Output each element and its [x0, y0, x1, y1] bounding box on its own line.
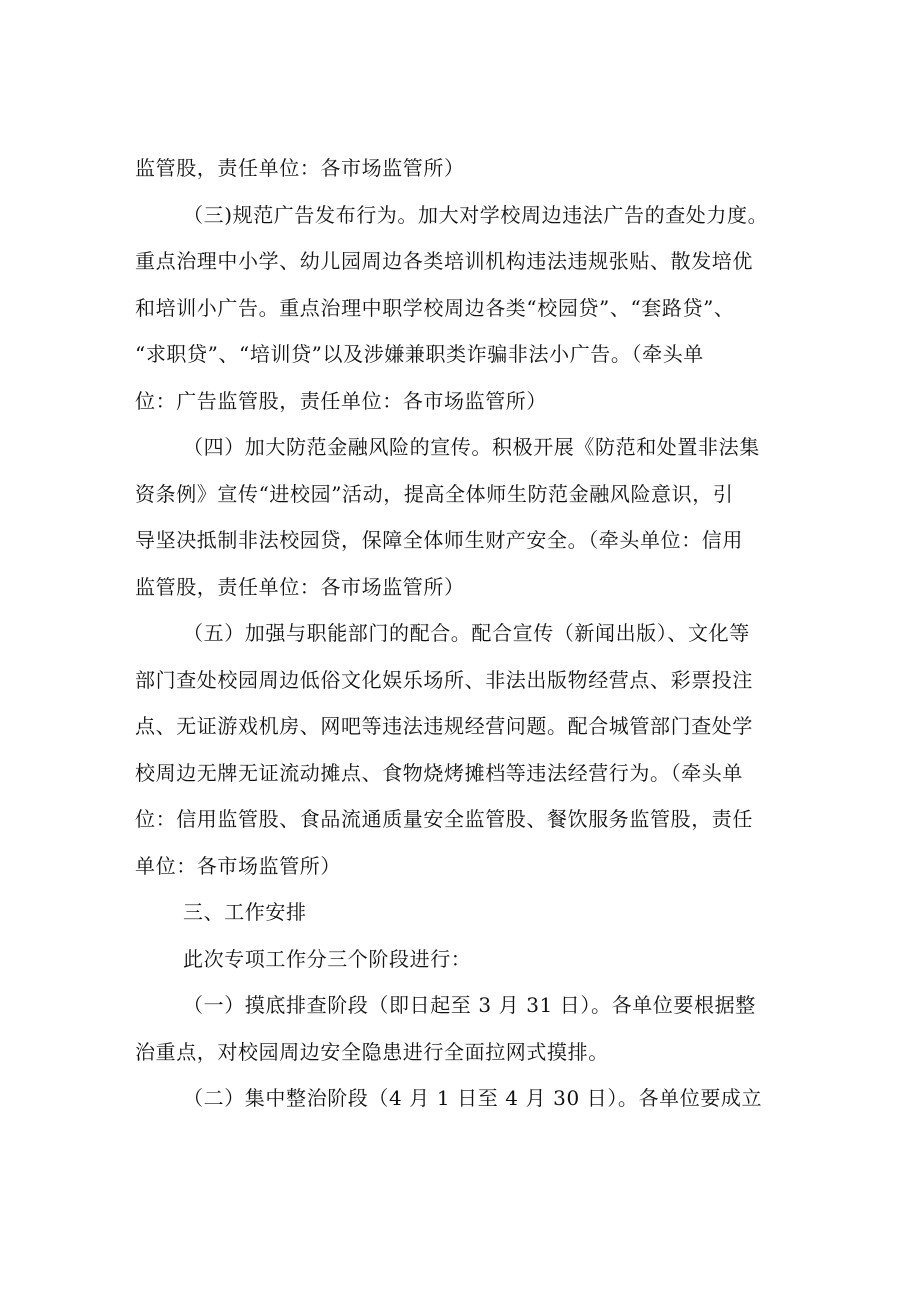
text-line: 单位：各市场监管所）	[135, 853, 341, 878]
text-line: 部门查处校园周边低俗文化娱乐场所、非法出版物经营点、彩票投注	[135, 667, 753, 692]
text-line: 此次专项工作分三个阶段进行：	[183, 946, 472, 971]
text-line: 三、工作安排	[183, 900, 307, 924]
text-line: 位：广告监管股，责任单位：各市场监管所）	[135, 388, 547, 413]
text-line: 资条例》宣传“进校园”活动，提高全体师生防范金融风险意识，引	[135, 481, 734, 506]
document-body	[135, 145, 795, 1122]
text-line: 和培训小广告。重点治理中职学校周边各类“校园贷”、“套路贷”、	[135, 295, 735, 320]
text-line: 导坚决抵制非法校园贷，保障全体师生财产安全。（牵头单位：信用	[135, 528, 743, 552]
text-line: （三)规范广告发布行为。加大对学校周边违法广告的查处力度。	[183, 202, 769, 227]
text-line: （二）集中整治阶段（4 月 1 日至 4 月 30 日）。各单位要成立	[183, 1086, 763, 1110]
text-line: 监管股，责任单位：各市场监管所）	[135, 574, 465, 599]
text-line: 重点治理中小学、幼儿园周边各类培训机构违法违规张贴、散发培优	[135, 249, 753, 273]
text-line: （一）摸底排查阶段（即日起至 3 月 31 日）。各单位要根据整	[183, 993, 756, 1017]
text-line: 点、无证游戏机房、网吧等违法违规经营问题。配合城管部门查处学	[135, 714, 753, 738]
text-line: （五）加强与职能部门的配合。配合宣传（新闻出版）、文化等	[183, 621, 750, 645]
text-line: 监管股，责任单位：各市场监管所）	[135, 156, 465, 180]
text-line: 治重点，对校园周边安全隐患进行全面拉网式摸排。	[135, 1039, 609, 1064]
text-line: 校周边无牌无证流动摊点、食物烧烤摊档等违法经营行为。（牵头单	[135, 760, 743, 785]
text-line: 位：信用监管股、食品流通质量安全监管股、餐饮服务监管股，责任	[135, 807, 753, 831]
text-line: （四）加大防范金融风险的宣传。积极开展《防范和处置非法集	[183, 435, 760, 459]
text-line: “求职贷”、“培训贷”以及涉嫌兼职类诈骗非法小广告。（牵头单	[135, 342, 704, 366]
